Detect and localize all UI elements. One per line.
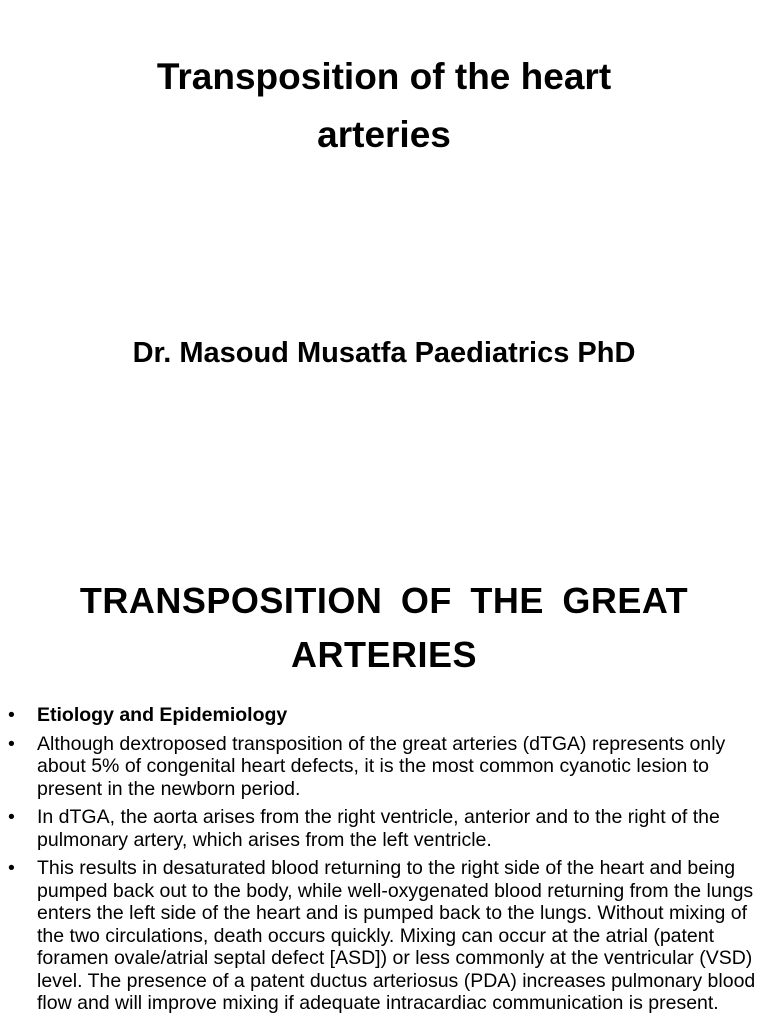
bullet-item xyxy=(0,733,768,801)
bullet-list xyxy=(0,704,768,1021)
slide-1-title-line-1: Transposition of the heart xyxy=(156,56,612,97)
bullet-dot: • xyxy=(8,704,15,726)
slide-2-title-line-2: ARTERIES xyxy=(290,634,478,675)
bullet-text: This results in desaturated blood returning to the right side of the heart and being pumped back out to the body, while well-oxygenated blood returning from the lungs enters the left side of the heart and is pumped back to the lungs. Without mixing of the two circulations, death occurs quickly. Mixing can occur at the atrial (patent foramen ovale/atrial septal defect [ASD]) or less commonly at the ventricular (VSD) level. The presence of a patent ductus arteriosus (PDA) increases pulmonary blood flow and will improve mixing if adequate intracardiac communication is present. xyxy=(37,857,756,1014)
slide-2 xyxy=(0,512,768,1024)
slide-2-title-line-1: TRANSPOSITION OF THE GREAT xyxy=(79,580,689,621)
bullet-text: Although dextroposed transposition of the great arteries (dTGA) represents only about 5% of congenital heart defects, it is the most common cyanotic lesion to present in the newborn period. xyxy=(37,732,726,800)
bullet-text: In dTGA, the aorta arises from the right ventricle, anterior and to the right of the pulmonary artery, which arises from the left ventricle. xyxy=(37,806,720,851)
bullet-dot: • xyxy=(8,806,15,828)
bullet-dot: • xyxy=(8,732,15,755)
bullet-item xyxy=(0,857,768,1015)
bullet-text: Etiology and Epidemiology xyxy=(37,704,288,726)
slide-1-title-line-2: arteries xyxy=(317,114,451,155)
slide-1-title xyxy=(0,48,768,164)
slide-1-author: Dr. Masoud Musatfa Paediatrics PhD xyxy=(132,337,636,369)
bullet-item xyxy=(0,704,768,727)
slide-2-title xyxy=(0,574,768,682)
bullet-item xyxy=(0,806,768,851)
bullet-dot: • xyxy=(8,857,15,879)
